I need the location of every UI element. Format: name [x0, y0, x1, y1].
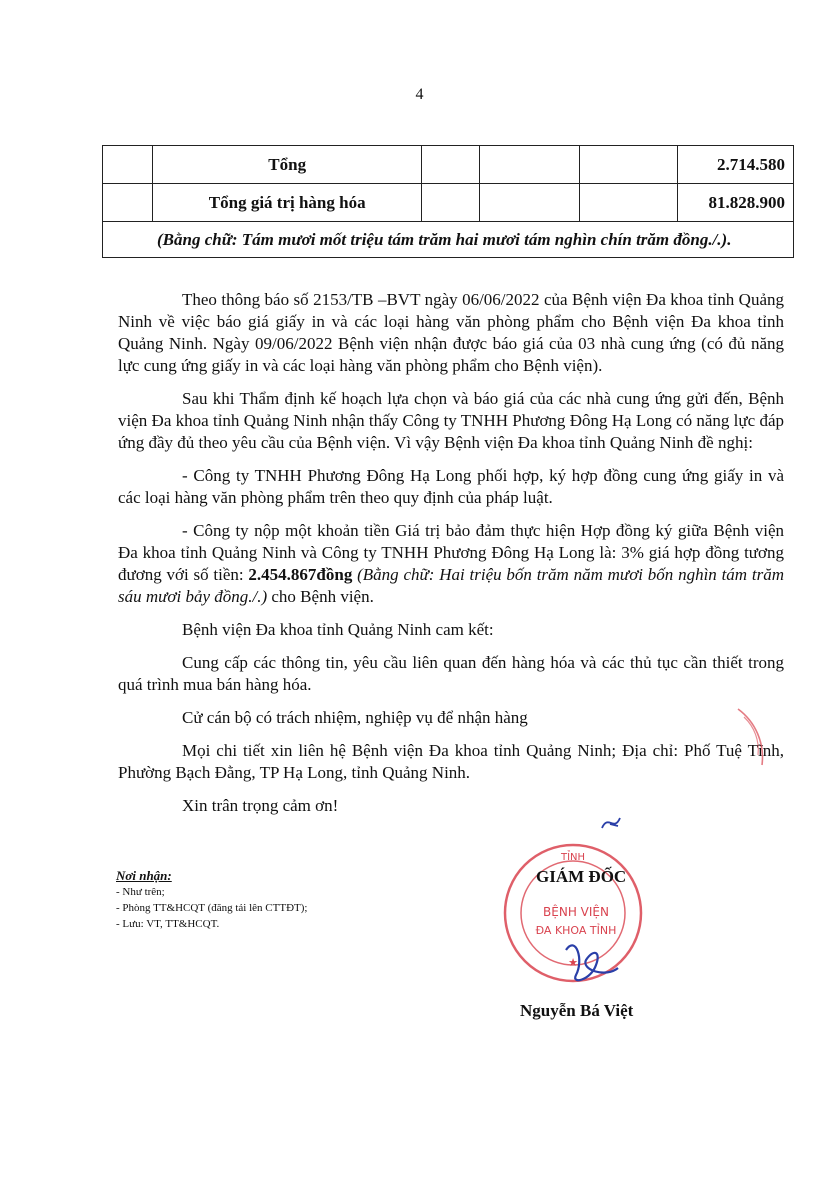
paragraph-thanks: Xin trân trọng cảm ơn!: [182, 796, 339, 815]
recipients-title: Nơi nhận:: [116, 868, 172, 883]
handwritten-signature: [556, 930, 626, 990]
signer-name: Nguyễn Bá Việt: [520, 1001, 634, 1020]
totals-table: [102, 145, 794, 258]
paragraph-contract: - Công ty TNHH Phương Đông Hạ Long phối hợp, ký hợp đồng cung ứng giấy in và các loại hàng văn phòng phẩm trên theo quy định của pháp luật.: [118, 466, 784, 507]
body-text: [118, 289, 784, 817]
recipient-item: - Phòng TT&HCQT (đăng tải lên CTTĐT);: [116, 902, 308, 914]
paragraph-assign-staff: Cử cán bộ có trách nhiệm, nghiệp vụ để nhận hàng: [182, 708, 528, 727]
initials-mark: [598, 810, 628, 836]
paragraph-provide-info: Cung cấp các thông tin, yêu cầu liên quan đến hàng hóa và các thủ tục cần thiết trong quá trình mua bán hàng hóa.: [118, 653, 784, 694]
stamp-text-middle: BỆNH VIỆN: [543, 905, 609, 919]
recipient-item: - Lưu: VT, TT&HCQT.: [116, 918, 220, 930]
guarantee-amount-words: (Bằng chữ: Hai triệu bốn trăm năm mươi bốn nghìn tám trăm sáu mươi bảy đồng./.): [118, 565, 784, 606]
total-value: 2.714.580: [678, 146, 794, 184]
paragraph-guarantee: - Công ty nộp một khoản tiền Giá trị bảo đảm thực hiện Hợp đồng ký giữa Bệnh viện Đa khoa tỉnh Quảng Ninh và Công ty TNHH Phương Đông Hạ Long là: 3% giá hợp đồng tương đương với số tiền: 2.454.867đồng (Bằng chữ: Hai triệu bốn trăm năm mươi bốn nghìn tám trăm sáu mươi bảy đồng./.) cho Bệnh viện.: [118, 521, 784, 606]
stamp-text-top: TỈNH: [560, 852, 586, 863]
table-row: [103, 184, 794, 222]
recipients-block: [116, 868, 406, 932]
paragraph-contact: Mọi chi tiết xin liên hệ Bệnh viện Đa khoa tỉnh Quảng Ninh; Địa chỉ: Phố Tuệ Tĩnh, Phường Bạch Đằng, TP Hạ Long, tỉnh Quảng Ninh.: [118, 741, 784, 782]
total-label: Tổng: [152, 146, 422, 184]
signer-title: GIÁM ĐỐC: [536, 867, 627, 886]
paragraph-announcement: Theo thông báo số 2153/TB –BVT ngày 06/06/2022 của Bệnh viện Đa khoa tỉnh Quảng Ninh về việc báo giá giấy in và các loại hàng văn phòng phẩm cho Bệnh viện Đa khoa tỉnh Quảng Ninh. Ngày 09/06/2022 Bệnh viện nhận được báo giá của 03 nhà cung ứng (có đủ năng lực cung ứng giấy in và các loại hàng văn phòng phẩm cho Bệnh viện).: [118, 290, 784, 375]
paragraph-commitment: Bệnh viện Đa khoa tỉnh Quảng Ninh cam kết:: [182, 620, 494, 639]
amount-in-words: (Bằng chữ: Tám mươi mốt triệu tám trăm hai mươi tám nghìn chín trăm đồng./.).: [103, 222, 794, 258]
guarantee-amount: 2.454.867đồng: [248, 565, 353, 584]
stamp-text-bottom: ĐA KHOA TỈNH: [535, 924, 617, 937]
paragraph-evaluation: Sau khi Thẩm định kế hoạch lựa chọn và báo giá của các nhà cung ứng gửi đến, Bệnh viện Đa khoa tỉnh Quảng Ninh nhận thấy Công ty TNHH Phương Đông Hạ Long có năng lực đáp ứng đầy đủ theo yêu cầu của Bệnh viện. Vì vậy Bệnh viện Đa khoa tỉnh Quảng Ninh đề nghị:: [118, 389, 784, 452]
star-icon: ★: [568, 957, 578, 969]
table-row: [103, 146, 794, 184]
recipient-item: - Như trên;: [116, 886, 165, 898]
partial-stamp-edge: [730, 705, 770, 795]
table-row: [103, 222, 794, 258]
grand-total-label: Tổng giá trị hàng hóa: [152, 184, 422, 222]
grand-total-value: 81.828.900: [678, 184, 794, 222]
page-number: 4: [415, 86, 424, 103]
